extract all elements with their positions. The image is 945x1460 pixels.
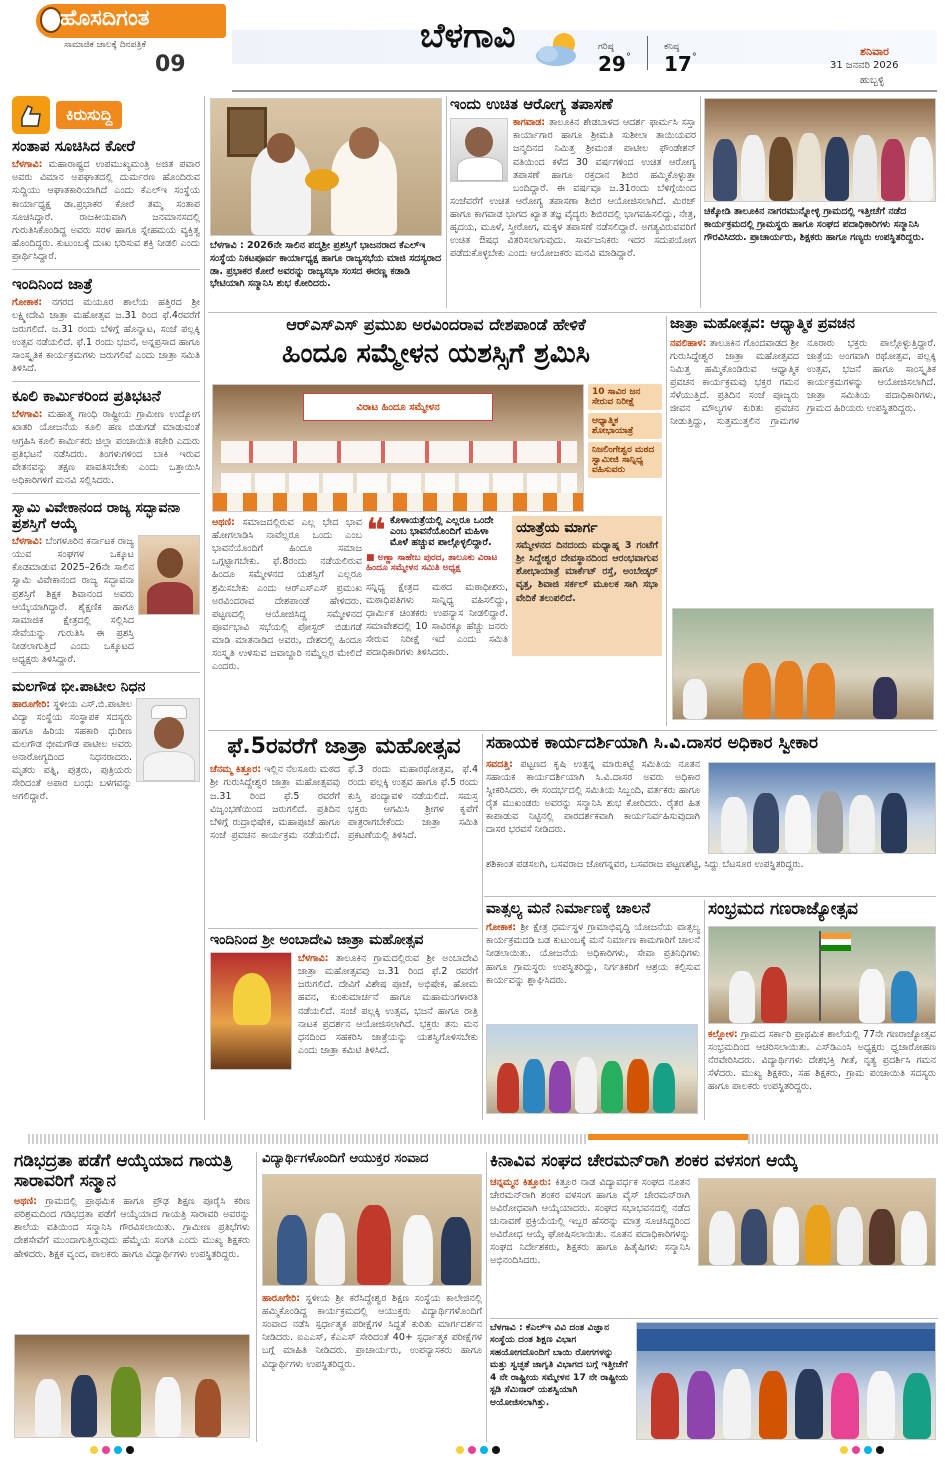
- ambadevi-text: ತಾಲೂಕಿನ ಗ್ರಾಮದಲ್ಲಿರುವ ಶ್ರೀ ಅಂಬಾದೇವಿ ಜಾತ್ರಾ ಮಹೋತ್ಸವವು ಜ.31 ರಿಂದ ಫೆ.2 ರವರೆಗೆ ಜರುಗಲಿದೆ. ದೇವಿಗೆ ವಿಶೇಷ ಪೂಜೆ, ಅಭಿಷೇಕ, ಹೋಮ ಹವನ, ಕುಂಕುಮಾರ್ಚನೆ ಹಾಗೂ ಮಹಾಮಂಗಳಾರತಿ ನಡೆಯಲಿದೆ. ಸಂಜೆ ಪಲ್ಲಕ್ಕಿ ಉತ್ಸವ, ಭಜನೆ ಹಾಗೂ ರಾತ್ರಿ ನಾಟಕ ಪ್ರದರ್ಶನ ಆಯೋಜಿಸಲಾಗಿದೆ. ಭಕ್ತರು ತನು ಮನ ಧನದಿಂದ ಸಹಕರಿಸಿ ಜಾತ್ರೆಯನ್ನು ಯಶಸ್ವಿಗೊಳಿಸಬೇಕು ಎಂದು ಜಾತ್ರಾ ಕಮಿಟಿ ತಿಳಿಸಿದೆ.: [298, 953, 478, 1056]
- kinaviva-headline: ಕಿನಾವಿವ ಸಂಘದ ಚೇರಮನ್‌ರಾಗಿ ಶಂಕರ ವಳಸಂಗ ಆಯ್ಕೆ: [490, 1152, 798, 1171]
- swamiji: [807, 663, 835, 719]
- sidebar-text: ನಗರದ ಮಯೂರ ಶಾಲೆಯ ಹತ್ತಿರದ ಶ್ರೀ ಲಕ್ಷ್ಮೀದೇವಿ ಜಾತ್ರಾ ಮಹೋತ್ಸವ ಜ.31 ರಿಂದ ಫೆ.4ರವರೆಗೆ ಜರುಗಲಿದೆ. ಜ.31 ರಂದು ಬೆಳಿಗ್ಗೆ ಹೊನ್ನಾಟ, ಸಂಜೆ ಪಲ್ಲಕ್ಕಿ ಉತ್ಸವ ನಡೆಯಲಿದೆ. ಫೆ.1 ರಂದು ಭಜನೆ, ಅನ್ನಪ್ರಸಾದ ಹಾಗೂ ಸಾಂಸ್ಕೃತಿಕ ಕಾರ್ಯಕ್ರಮಗಳು ಜರುಗಲಿವೆ ಎಂದು ಜಾತ್ರಾ ಸಮಿತಿ ತಿಳಿಸಿದೆ.: [12, 297, 200, 374]
- person: [831, 1373, 859, 1439]
- republic-day-story: [708, 900, 936, 1120]
- person: [683, 679, 707, 719]
- paper-emblem-icon: [40, 7, 62, 33]
- place: ಸವದತ್ತಿ:: [486, 758, 513, 770]
- pravachana-photo: [672, 608, 934, 720]
- flag-green: [821, 945, 851, 951]
- day-name: ಶನಿವಾರ: [860, 45, 889, 58]
- sidebar-text: ಮಹಾತ್ಮ ಗಾಂಧಿ ರಾಷ್ಟ್ರೀಯ ಗ್ರಾಮೀಣ ಉದ್ಯೋಗ ಖಾತರಿ ಯೋಜನೆಯ ಕೂಲಿ ಹಣ ಬಿಡುಗಡೆ ಮಾಡುವಂತೆ ಆಗ್ರಹಿಸಿ ಕೂಲಿ ಕಾರ್ಮಿಕರು ಜಿಲ್ಲಾ ಪಂಚಾಯಿತಿ ಕಚೇರಿ ಎದುರು ಪ್ರತಿಭಟನೆ ನಡೆಸಿದರು. ತಿಂಗಳುಗಳಿಂದ ಬಾಕಿ ಇರುವ ವೇತನವನ್ನು ತಕ್ಷಣ ಪಾವತಿಸಬೇಕು ಎಂದು ಒತ್ತಾಯಿಸಿ ಅಧಿಕಾರಿಗಳಿಗೆ ಮನವಿ ಸಲ್ಲಿಸಿದರು.: [12, 409, 200, 486]
- top-rule: [232, 90, 937, 92]
- swamiji: [775, 661, 803, 719]
- deity-idol: [233, 973, 271, 1025]
- paper-tagline: ಸಾಮಾಜಿಕ ಜಾಲಕ್ಕೆ ದಿನಪತ್ರಿಕೆ: [64, 40, 146, 50]
- sidebar-headline: ಇಂದಿನಿಂದ ಜಾತ್ರೆ: [12, 275, 93, 294]
- max-temp: 29: [598, 52, 626, 76]
- sammelana-body-col1: [212, 516, 362, 724]
- sammelana-quote-col: [366, 516, 508, 726]
- vatsalya-story: [486, 900, 700, 1120]
- column-rule: [446, 96, 447, 308]
- column-rule: [486, 1152, 487, 1442]
- highlight-item: 10 ಸಾವಿರ ಜನ ಸೇರುವ ನಿರೀಕ್ಷೆ: [588, 384, 662, 410]
- max-label: ಗರಿಷ್ಠ: [598, 42, 614, 52]
- sidebar-text: ಬೆಂಗಳೂರಿನ ಕರ್ನಾಟಕ ರಾಜ್ಯ ಯುವ ಸಂಘಗಳ ಒಕ್ಕೂಟ ಕೊಡಮಾಡುವ 2025–26ನೇ ಸಾಲಿನ ಸ್ವಾಮಿ ವಿವೇಕಾನಂದ ರಾಜ್ಯ ಸದ್ಭಾವನಾ ಪ್ರಶಸ್ತಿಗೆ ಶಿಕ್ಷಕ ಶಿವಾನಂದ ಅವರು ಆಯ್ಕೆಯಾಗಿದ್ದಾರೆ. ಶೈಕ್ಷಣಿಕ ಹಾಗೂ ಸಾಮಾಜಿಕ ಕ್ಷೇತ್ರದಲ್ಲಿ ಸಲ್ಲಿಸಿದ ಸೇವೆಯನ್ನು ಗುರುತಿಸಿ ಈ ಪ್ರಶಸ್ತಿ ನೀಡಲಾಗುತ್ತಿದೆ ಎಂದು ಒಕ್ಕೂಟದ ಅಧ್ಯಕ್ಷರು ತಿಳಿಸಿದ್ದಾರೆ.: [12, 536, 134, 666]
- weather-divider: [647, 36, 648, 70]
- person: [909, 137, 933, 201]
- city-name: ಬೆಳಗಾವಿ: [420, 16, 516, 56]
- dasar-story: [486, 734, 936, 894]
- feb5-jatra-story: [210, 734, 478, 924]
- posters-row: [221, 473, 577, 495]
- wall-frame: [227, 107, 267, 157]
- health-text: ತಾಲೂಕಿನ ಶೇಡಬಾಳದ ಆದರ್ಶ ಫಾರ್ಮಸಿ ಸಸ್ತಾ ಕಾರ್ಯಾಗಾರ ಹಾಗೂ ಶ್ರೀಮತಿ ಸುಶೀಲಾ ತಾಯಿಯವರ ಜನ್ಮದಿನದ ನಿಮಿತ್ತ ಶ್ರೀಮಂತ ಪಾಟೀಲ ಫೌಂಡೇಶನ್ ವತಿಯಿಂದ ಕಳೆದ 30 ವರ್ಷಗಳಿಂದ ಉಚಿತ ಆರೋಗ್ಯ ತಪಾಸಣೆ ಹಾಗೂ ರಕ್ತದಾನ ಶಿಬಿರ ಹಮ್ಮಿಕೊಳ್ಳುತ್ತಾ ಬಂದಿದ್ದಾರೆ. ಈ ವರ್ಷವೂ ಜ.31ರಂದು ಬೆಳಿಗ್ಗೆಯಿಂದ ಸಂಜೆವರೆಗೆ ಉಚಿತ ಆರೋಗ್ಯ ತಪಾಸಣಾ ಶಿಬಿರ ಆಯೋಜಿಸಲಾಗಿದೆ. ಮಿರಜ್ ಹಾಗೂ ಕಾಗವಾಡ ಭಾಗದ ಖ್ಯಾತ ತಜ್ಞ ವೈದ್ಯರು ಶಿಬಿರದಲ್ಲಿ ಭಾಗವಹಿಸಲಿದ್ದು, ನೇತ್ರ, ಹೃದಯ, ಮೂಳೆ, ಸ್ತ್ರೀರೋಗ, ಮಕ್ಕಳ ತಪಾಸಣೆ ನಡೆಸಲಿದ್ದಾರೆ. ಅಗತ್ಯವಿರುವವರಿಗೆ ಉಚಿತ ಔಷಧ ವಿತರಿಸಲಾಗುವುದು. ಸಾರ್ವಜನಿಕರು ಇದರ ಸದುಪಯೋಗ ಪಡೆದುಕೊಳ್ಳಬೇಕು ಎಂದು ಆಯೋಜಕರು ಮನವಿ ಮಾಡಿದ್ದಾರೆ.: [450, 117, 696, 260]
- date: 31 ಜನವರಿ 2026: [830, 60, 899, 71]
- ayukta-photo: [262, 1174, 482, 1286]
- sidebar-body-row: [12, 698, 200, 803]
- person: [869, 1209, 895, 1265]
- quote-mark-icon: ❝: [366, 516, 386, 551]
- dasar-text: ಪಟ್ಟಣದ ಕೃಷಿ ಉತ್ಪನ್ನ ಮಾರುಕಟ್ಟೆ ಸಮಿತಿಯ ನೂತನ ಸಹಾಯಕ ಕಾರ್ಯದರ್ಶಿಯಾಗಿ ಸಿ.ವಿ.ದಾಸರ ಅವರು ಅಧಿಕಾರ ಸ್ವೀಕರಿಸಿದರು. ಈ ಸಂದರ್ಭದಲ್ಲಿ ಸಮಿತಿಯ ಸಿಬ್ಬಂದಿ, ವರ್ತಕರು ಹಾಗೂ ರೈತ ಮುಖಂಡರು ಅವರನ್ನು ಸನ್ಮಾನಿಸಿ ಶುಭ ಕೋರಿದರು. ರೈತರ ಹಿತ ಕಾಪಾಡುವ ನಿಟ್ಟಿನಲ್ಲಿ ಪಾರದರ್ಶಕವಾಗಿ ಕಾರ್ಯನಿರ್ವಹಿಸುವುದಾಗಿ ದಾಸರ ಭರವಸೆ ನೀಡಿದರು.: [486, 758, 700, 836]
- feb5-text: ಇಲ್ಲಿನ ನೆಲಸೂರು ಮಠದ ಶ್ರೀ ಗುರುಸಿದ್ದೇಶ್ವರ ಜಾತ್ರಾ ಮಹೋತ್ಸವವು ಜ.31 ರಿಂದ ಫೆ.5 ರವರೆಗೆ ವಿಜೃಂಭಣೆಯಿಂದ ಜರುಗಲಿದೆ. ಪ್ರತಿದಿನ ಬೆಳಿಗ್ಗೆ ರುದ್ರಾಭಿಷೇಕ, ಮಹಾಪೂಜೆ ಹಾಗೂ ಸಂಜೆ ಪ್ರವಚನ ಕಾರ್ಯಕ್ರಮ ನಡೆಯಲಿದೆ. ಫೆ.3 ರಂದು ಮಹಾರಥೋತ್ಸವ, ಫೆ.4 ರಂದು ಪಲ್ಲಕ್ಕಿ ಉತ್ಸವ ಹಾಗೂ ಫೆ.5 ರಂದು ಕುಸ್ತಿ ಪಂದ್ಯಾವಳಿ ನಡೆಯಲಿದೆ. ಸಮಸ್ತ ಭಕ್ತರು ಆಗಮಿಸಿ ಶ್ರೀಗಳ ಕೃಪೆಗೆ ಪಾತ್ರರಾಗಬೇಕೆಂದು ಜಾತ್ರಾ ಸಮಿತಿ ಪ್ರಕಟಣೆಯಲ್ಲಿ ತಿಳಿಸಿದೆ.: [210, 764, 478, 841]
- route-box: [512, 516, 662, 726]
- person: [315, 1213, 345, 1285]
- sidebar-headline: ಸಂತಾಪ ಸೂಚಿಸಿದ ಕೋರೆ: [12, 137, 135, 155]
- padmashri-caption: ಬೆಳಗಾವಿ : 2026ನೇ ಸಾಲಿನ ಪದ್ಮಶ್ರೀ ಪ್ರಶಸ್ತಿಗೆ ಭಾಜನರಾದ ಕೆಎಲ್ಇ ಸಂಸ್ಥೆಯ ನಿಕಟಪೂರ್ವ ಕಾರ್ಯಾಧ್ಯಕ್ಷ ಹಾಗೂ ರಾಜ್ಯಸಭೆಯ ಮಾಜಿ ಸದಸ್ಯರಾದ ಡಾ. ಪ್ರಭಾಕರ ಕೋರೆ ಅವರನ್ನು ರಾಜ್ಯಸಭಾ ಸಂಸದ ಈರಣ್ಣ ಕಡಾಡಿ ಭೇಟಿಯಾಗಿ ಸನ್ಮಾನಿಸಿ ಶುಭ ಕೋರಿದರು.: [210, 240, 442, 290]
- pravachana-headline: ಜಾತ್ರಾ ಮಹೋತ್ಸವ: ಆಧ್ಯಾತ್ಮಿಕ ಪ್ರವಚನ: [670, 316, 855, 332]
- person: [825, 137, 849, 201]
- person: [723, 1369, 751, 1439]
- place: ಬೆಳಗಾವಿ:: [12, 536, 43, 548]
- person: [805, 1205, 831, 1265]
- republic-photo: [708, 926, 936, 1024]
- person: [903, 1373, 931, 1439]
- sammelana-text: ಸಮಾಜದಲ್ಲಿರುವ ಎಲ್ಲ ಭೇದ ಭಾವ ಹೋಗಲಾಡಿಸಿ ನಾವೆಲ್ಲರೂ ಒಂದು ಎಂಬ ಭಾವನೆಯೊಂದಿಗೆ ಹಿಂದೂ ಸಮಾಜ ಒಗ್ಗಟ್ಟಾಗಬೇಕು. ಫೆ.8ರಂದು ನಡೆಯಲಿರುವ ಹಿಂದೂ ಸಮ್ಮೇಳನದ ಯಶಸ್ಸಿಗೆ ಎಲ್ಲರೂ ಶ್ರಮಿಸಬೇಕು ಎಂದು ಆರ್‌ಎಸ್‌ಎಸ್ ಪ್ರಮುಖ ಅರವಿಂದರಾವ ದೇಶಪಾಂಡೆ ಹೇಳಿದರು. ಪಟ್ಟಣದಲ್ಲಿ ಆಯೋಜಿಸಿದ್ದ ಸಮ್ಮೇಳನದ ಪೂರ್ವಭಾವಿ ಸಭೆಯಲ್ಲಿ ಪೋಸ್ಟರ್ ಬಿಡುಗಡೆ ಮಾಡಿ ಮಾತನಾಡಿದ ಅವರು, ದೇಶದಲ್ಲಿ ಹಿಂದೂ ಸಂಸ್ಕೃತಿ ಉಳಿಸುವ ಜವಾಬ್ದಾರಿ ನಮ್ಮೆಲ್ಲರ ಮೇಲಿದೆ ಎಂದರು.: [212, 517, 362, 673]
- person: [741, 135, 765, 201]
- posters-row: [221, 441, 577, 463]
- gayatri-headline: ಗಡಿಭದ್ರತಾ ಪಡೆಗೆ ಆಯ್ಕೆಯಾದ ಗಾಯತ್ರಿ ಸಾರಾವರಿಗೆ ಸನ್ಮಾನ: [14, 1152, 233, 1191]
- place: ಅಥಣಿ:: [212, 517, 235, 528]
- chikkodi-caption: ಚಿಕ್ಕೋಡಿ ತಾಲೂಕಿನ ನಾಗರಮುನ್ನೋಳ್ಳಿ ಗ್ರಾಮದಲ್ಲಿ ಇತ್ತೀಚೆಗೆ ನಡೆದ ಕಾರ್ಯಕ್ರಮದಲ್ಲಿ ಗ್ರಾಮಸ್ಥರು ಹಾಗೂ ಸಂಘದ ಪದಾಧಿಕಾರಿಗಳು ಸನ್ಮಾನಿಸಿ ಗೌರವಿಸಿದರು. ಪ್ರಾಚಾರ್ಯರು, ಶಿಕ್ಷಕರು ಹಾಗೂ ಗಣ್ಯರು ಉಪಸ್ಥಿತರಿದ್ದರು.: [704, 206, 925, 243]
- column-rule: [482, 734, 483, 1120]
- sidebar-item: [12, 276, 200, 375]
- dasar-caption: ಶಶಿಕಾಂತ ಪಡಸಲಗಿ, ಬಸವರಾಜ ಜೋಗನ್ನವರ, ಬಸವರಾಜ ಪಟ್ಟಣಶೆಟ್ಟಿ, ಸಿದ್ದು ಬೆಟಸೂರ ಉಪಸ್ಥಿತರಿದ್ದರು.: [486, 859, 804, 870]
- person: [761, 967, 787, 1023]
- row-rule: [208, 312, 937, 313]
- chikkodi-photo: [704, 98, 936, 202]
- person-head: [267, 133, 295, 163]
- sammelana-headline: ಹಿಂದೂ ಸಮ್ಮೇಳನ ಯಶಸ್ಸಿಗೆ ಶ್ರಮಿಸಿ: [281, 338, 590, 369]
- person: [729, 971, 755, 1023]
- person: [853, 135, 877, 201]
- ayukta-body: [262, 1292, 482, 1438]
- cyan-dot: [480, 1446, 488, 1454]
- deity-photo: [210, 952, 292, 1070]
- portrait-head: [157, 548, 183, 578]
- health-camp-story: [450, 96, 696, 308]
- row-rule: [484, 896, 936, 897]
- person: [601, 1061, 623, 1113]
- quote-source: ■ ಅಣ್ಣಾ ಸಾಹೇಬ ಪುರದ, ತಾಲೂಕು ವಿರಾಟ ಹಿಂದೂ ಸಮ್ಮೇಳನ ಸಮಿತಿ ಅಧ್ಯಕ್ಷ: [366, 552, 498, 573]
- feb5-body: [210, 763, 478, 913]
- row-rule: [208, 730, 937, 731]
- sidebar-item: [12, 679, 200, 803]
- person: [817, 791, 843, 853]
- sidebar-headline: ಮಲಗೌಡ ಭೀ.ಪಾಟೀಲ ನಿಧನ: [12, 679, 146, 696]
- yellow-dot: [90, 1446, 98, 1454]
- registration-marks-center: [456, 1446, 500, 1454]
- sidebar-kirusuddi: [12, 96, 200, 1120]
- registration-marks-right: [840, 1446, 884, 1454]
- gayatri-story: [14, 1152, 250, 1442]
- person: [881, 139, 905, 201]
- republic-headline: ಸಂಭ್ರಮದ ಗಣರಾಜ್ಯೋತ್ಸವ: [708, 900, 858, 919]
- person: [441, 1217, 471, 1285]
- gayatri-text: ಗ್ರಾಮದಲ್ಲಿ ಪ್ರಾಥಮಿಕ ಹಾಗೂ ಪ್ರೌಢ ಶಿಕ್ಷಣ ಪೂರೈಸಿ ಕಠಿಣ ಪರಿಶ್ರಮದಿಂದ ಗಡಿಭದ್ರತಾ ಪಡೆಗೆ ಆಯ್ಕೆಯಾದ ಗಾಯತ್ರಿ ಸಾರಾವರಿ ಅವರನ್ನು ಶಾಲೆಯ ವತಿಯಿಂದ ಸನ್ಮಾನಿಸಿ ಗೌರವಿಸಲಾಯಿತು. ಗ್ರಾಮೀಣ ಪ್ರತಿಭೆಗಳು ದೇಶಸೇವೆಗೆ ಮುಂದಾಗುತ್ತಿರುವುದು ಹೆಮ್ಮೆಯ ಸಂಗತಿ ಎಂದು ಮುಖ್ಯ ಶಿಕ್ಷಕರು ಹೇಳಿದರು. ಶಿಕ್ಷಕ ವೃಂದ, ಪಾಲಕರು ಹಾಗೂ ವಿದ್ಯಾರ್ಥಿಗಳು ಉಪಸ್ಥಿತರಿದ್ದರು.: [14, 1196, 250, 1260]
- sidebar-text: ಸ್ಥಳೀಯ ಎಸ್.ಬಿ.ಪಾಟೀಲ ವಿದ್ಯಾ ಸಂಸ್ಥೆಯ ಸಂಸ್ಥಾಪಕ ಸದಸ್ಯರು ಹಾಗೂ ಹಿರಿಯ ಸಹಕಾರಿ ಧುರೀಣ ಮಲಗೌಡ ಭೀಮಗೌಡ ಪಾಟೀಲ ಅವರು ಅನಾರೋಗ್ಯದಿಂದ ನಿಧನರಾದರು. ಮೃತರು ಪತ್ನಿ, ಪುತ್ರರು, ಪುತ್ರಿಯರು ಸೇರಿದಂತೆ ಅಪಾರ ಬಂಧು ಬಳಗವನ್ನು ಅಗಲಿದ್ದಾರೆ.: [12, 699, 132, 803]
- doctor-head: [465, 127, 493, 157]
- feb5-headline: ಫೆ.5ರವರೆಗೆ ಜಾತ್ರಾ ಮಹೋತ್ಸವ: [227, 734, 461, 759]
- person: [403, 1215, 433, 1285]
- vatsalya-body: [486, 921, 700, 1017]
- sidebar-body: [12, 408, 200, 487]
- pravachana-body: [670, 337, 936, 607]
- quote-box: [366, 516, 508, 549]
- sidebar-body: [12, 535, 134, 666]
- republic-body: [708, 1028, 936, 1118]
- vatsalya-photo: [486, 1024, 698, 1114]
- max-unit: °: [625, 52, 631, 63]
- sammelana-body-2: ಸನ್ನಿಧ್ಯ ಕ್ಷೇತ್ರದ ಮಠದ ಮಠಾಧೀಶರು, ಮಠಾಧಿಪತಿಗಳು ಸಾನ್ನಿಧ್ಯ ವಹಿಸಲಿದ್ದು, ಧಾರ್ಮಿಕ ಚಿಂತಕರು ಉಪನ್ಯಾಸ ನೀಡಲಿದ್ದಾರೆ. ಸಮಾವೇಶದಲ್ಲಿ 10 ಸಾವಿರಕ್ಕೂ ಹೆಚ್ಚು ಜನರು ಸೇರುವ ನಿರೀಕ್ಷೆ ಇದೆ ಎಂದು ಸಮಿತಿ ಪದಾಧಿಕಾರಿಗಳು ತಿಳಿಸಿದರು.: [366, 581, 508, 659]
- portrait-body: [147, 582, 193, 614]
- person: [785, 795, 811, 853]
- accent-bar: [588, 1134, 748, 1140]
- kinaviva-body: [490, 1176, 690, 1302]
- sammelana-body: [212, 516, 362, 673]
- divider: [12, 381, 200, 382]
- dasar-headline: ಸಹಾಯಕ ಕಾರ್ಯದರ್ಶಿಯಾಗಿ ಸಿ.ವಿ.ದಾಸರ ಅಧಿಕಾರ ಸ್ವೀಕಾರ: [486, 734, 818, 753]
- cyan-dot: [114, 1446, 122, 1454]
- page-number: 09: [155, 52, 186, 77]
- front-row: [213, 493, 584, 511]
- place: ಕಾಗವಾಡ:: [513, 117, 546, 129]
- person: [497, 1063, 519, 1113]
- column-rule: [700, 96, 701, 308]
- sammelana-photo: [212, 384, 584, 512]
- column-rule: [704, 900, 705, 1120]
- kinaviva-photo: [698, 1178, 936, 1266]
- person: [195, 1379, 221, 1437]
- route-panel: [512, 516, 662, 656]
- masthead: [0, 0, 945, 92]
- thumbs-up-icon: [12, 96, 50, 134]
- person: [873, 677, 897, 719]
- person-head: [349, 127, 379, 159]
- place: ಗೋಕಾಕ:: [486, 922, 517, 934]
- min-unit: °: [691, 52, 697, 63]
- sidebar-body: [12, 158, 200, 263]
- sammelana-highlights: [588, 384, 662, 512]
- yellow-dot: [456, 1446, 464, 1454]
- person: [759, 1371, 787, 1439]
- highlight-item: ಆಧ್ಯಾತ್ಮಿಕ ಶೋಭಾಯಾತ್ರೆ: [588, 413, 662, 439]
- ayukta-story: [262, 1152, 482, 1442]
- person: [523, 1059, 545, 1113]
- person: [575, 1057, 597, 1113]
- gayatri-photo: [14, 1334, 250, 1438]
- republic-text: ಗ್ರಾಮದ ಸರ್ಕಾರಿ ಪ್ರಾಥಮಿಕ ಶಾಲೆಯಲ್ಲಿ 77ನೇ ಗಣರಾಜ್ಯೋತ್ಸವ ಸಂಭ್ರಮದಿಂದ ಆಚರಿಸಲಾಯಿತು. ಎಸ್‌ಡಿಎಂಸಿ ಅಧ್ಯಕ್ಷರು ಧ್ವಜಾರೋಹಣ ನೆರವೇರಿಸಿದರು. ವಿದ್ಯಾರ್ಥಿಗಳು ದೇಶಭಕ್ತಿ ಗೀತೆ, ನೃತ್ಯ ಪ್ರದರ್ಶಿಸಿ ಗಮನ ಸೆಳೆದರು. ಮುಖ್ಯ ಶಿಕ್ಷಕರು, ಸಹ ಶಿಕ್ಷಕರು, ಗ್ರಾಮ ಪಂಚಾಯಿತಿ ಸದಸ್ಯರು ಹಾಗೂ ಪಾಲಕರು ಉಪಸ್ಥಿತರಿದ್ದರು.: [708, 1029, 936, 1093]
- black-dot: [492, 1446, 500, 1454]
- black-dot: [126, 1446, 134, 1454]
- person: [891, 971, 917, 1023]
- uniformed-person: [111, 1367, 141, 1437]
- sidebar-item: [12, 388, 200, 487]
- route-text: ಸಮ್ಮೇಳನದ ದಿನದಂದು ಮಧ್ಯಾಹ್ನ 3 ಗಂಟೆಗೆ ಶ್ರೀ ಸಿದ್ದೇಶ್ವರ ದೇವಸ್ಥಾನದಿಂದ ಆರಂಭವಾಗುವ ಶೋಭಾಯಾತ್ರೆ ಮಾರ್ಕೆಟ್ ರಸ್ತೆ, ಅಂಬೇಡ್ಕರ್ ವೃತ್ತ, ಶಿವಾಜಿ ಸರ್ಕಲ್ ಮೂಲಕ ಸಾಗಿ ಸಭಾ ವೇದಿಕೆ ತಲುಪಲಿದೆ.: [516, 540, 658, 604]
- place: ಹಾರೂಗೇರಿ:: [12, 699, 51, 711]
- person: [721, 797, 747, 853]
- quote-text: ಕೊಳಾಯತ್ರೆಯಲ್ಲಿ ಎಲ್ಲರೂ ಒಂದೇ ಎಂಬ ಭಾವನೆಯೊಂದಿಗೆ ಮಹಿಳಾ ಮೊಳೆ ಹಚ್ಚುವ ಪಾಲ್ಗೊಳ್ಳಲಿದ್ದಾರೆ.: [389, 516, 494, 548]
- route-title: ಯಾತ್ರೆಯ ಮಾರ್ಗ: [516, 520, 598, 536]
- kinaviva-text: ಕಿತ್ತೂರ ನಾಡ ವಿದ್ಯಾವರ್ಧಕ ಸಂಘದ ನೂತನ ಚೇರಮನ್‌ರಾಗಿ ಶಂಕರ ವಳಸಂಗ ಹಾಗೂ ವೈಸ್ ಚೇರಮನ್‌ರಾಗಿ ಅವಿರೋಧವಾಗಿ ಆಯ್ಕೆಯಾದರು. ಸಂಘದ ಸಭಾಭವನದಲ್ಲಿ ನಡೆದ ಚುನಾವಣೆ ಪ್ರಕ್ರಿಯೆಯಲ್ಲಿ ಇಬ್ಬರ ಹೆಸರನ್ನು ಮಾತ್ರ ಸೂಚಿಸಿದ್ದರಿಂದ ಅವಿರೋಧ ಆಯ್ಕೆ ಘೋಷಿಸಲಾಯಿತು. ನೂತನ ಪದಾಧಿಕಾರಿಗಳನ್ನು ಸಂಘದ ನಿರ್ದೇಶಕರು, ಶಿಕ್ಷಕರು ಹಾಗೂ ಹಿತೈಷಿಗಳು ಸನ್ಮಾನಿಸಿ ಅಭಿನಂದಿಸಿದರು.: [490, 1176, 690, 1267]
- person: [653, 1063, 675, 1113]
- sidebar-item: [12, 138, 200, 263]
- column-rule: [666, 316, 667, 726]
- person: [687, 1371, 715, 1439]
- partly-cloudy-icon: [530, 30, 590, 70]
- health-headline: ಇಂದು ಉಚಿತ ಆರೋಗ್ಯ ತಪಾಸಣೆ: [450, 96, 613, 113]
- doctor-body: [457, 157, 503, 181]
- ambadevi-headline: ಇಂದಿನಿಂದ ಶ್ರೀ ಅಂಬಾದೇವಿ ಜಾತ್ರಾ ಮಹೋತ್ಸವ: [210, 932, 424, 948]
- portrait-photo: [138, 535, 200, 615]
- place: ಚನ್ನಮ್ಮನ ಕಿತ್ತೂರು:: [490, 1176, 552, 1188]
- magenta-dot: [468, 1446, 476, 1454]
- row-rule: [490, 1318, 938, 1319]
- place: ಕಲ್ಲೋಳ:: [708, 1029, 738, 1040]
- person: [769, 137, 793, 201]
- place: ಅಥಣಿ:: [14, 1196, 37, 1208]
- magenta-dot: [102, 1446, 110, 1454]
- person: [155, 1377, 181, 1437]
- divider: [12, 672, 200, 673]
- person: [753, 793, 779, 853]
- black-dot: [876, 1446, 884, 1454]
- magenta-dot: [852, 1446, 860, 1454]
- obituary-photo: [136, 698, 200, 782]
- vatsalya-headline: ವಾತ್ಸಲ್ಯ ಮನೆ ನಿರ್ಮಾಣಕ್ಕೆ ಚಾಲನೆ: [486, 900, 651, 917]
- kinaviva-story: [490, 1152, 938, 1312]
- sidebar-text: ಮಹಾರಾಷ್ಟ್ರದ ಉಪಮುಖ್ಯಮಂತ್ರಿ ಅಜಿತ ಪವಾರ ಅವರು ವಿಮಾನ ಅಪಘಾತದಲ್ಲಿ ದುರ್ಮರಣ ಹೊಂದಿರುವ ಸುದ್ದಿಯು ಆಘಾತಕಾರಿಯಾಗಿದೆ ಎಂದು ಕೆಎಲ್ಇ ಸಂಸ್ಥೆಯ ಕಾರ್ಯಾಧ್ಯಕ್ಷ ಡಾ.ಪ್ರಭಾಕರ ಕೋರೆ ತಮ್ಮ ಸಂತಾಪ ಸೂಚಿಸಿದ್ದಾರೆ. ರಾಜಕೀಯವಾಗಿ ಜನಮಾನಸದಲ್ಲಿ ಗುರುತಿಸಿಕೊಂಡಿದ್ದ ಅವರು ಸರಳ ಹಾಗೂ ಸ್ನೇಹಮಯ ವ್ಯಕ್ತಿತ್ವ ಹೊಂದಿದ್ದರು. ಕುಟುಂಬಕ್ಕೆ ದುಃಖ ಭರಿಸುವ ಶಕ್ತಿ ನೀಡಲಿ ಎಂದು ಪ್ರಾರ್ಥಿಸಿದ್ದಾರೆ.: [12, 159, 200, 263]
- person: [277, 1215, 307, 1285]
- person: [901, 1211, 927, 1265]
- awareness-caption-box: [490, 1322, 630, 1446]
- padmashri-photo: [210, 98, 442, 236]
- edition: ಹುಬ್ಬಳ್ಳಿ: [860, 75, 885, 86]
- stage-banner: [637, 1329, 936, 1351]
- awareness-caption: ಬೆಳಗಾವಿ : ಕೆಎಲ್ಇ ವಿವಿ ದಂತ ವಿಜ್ಞಾನ ಸಂಸ್ಥೆಯ ದಂತ ಶಿಕ್ಷಣ ವಿಭಾಗ ಸಹಯೋಗದೊಂದಿಗೆ ಬಾಯಿ ರೋಗಗಳನ್ನು ಮತ್ತು ಸ್ವಚ್ಛತೆ ಜಾಗೃತಿ ವಿಭಾಗದ ಬಗ್ಗೆ ಇತ್ತೀಚೆಗೆ 4 ನೇ ರಾಷ್ಟ್ರೀಯ ಸಮ್ಮೇಳನ 17 ನೇ ರಾಷ್ಟ್ರೀಯ ಸ್ಟಡಿ ಸೆಮಿನಾರ್ ಯಶಸ್ವಿಯಾಗಿ ಆಯೋಜಿಸಲಾಗಿತ್ತು.: [490, 1322, 629, 1408]
- gayatri-body: [14, 1195, 250, 1345]
- place: ಬೆಳಗಾವಿ:: [12, 409, 43, 421]
- place: ಹಾರೂಗೇರಿ:: [262, 1293, 301, 1304]
- person: [35, 1379, 61, 1437]
- cyan-dot: [864, 1446, 872, 1454]
- doctor-portrait: [450, 118, 508, 182]
- person: [357, 1205, 391, 1285]
- section-stripe: [748, 1134, 938, 1144]
- dasar-body: [486, 758, 700, 850]
- person: [867, 1371, 895, 1439]
- person: [837, 1207, 863, 1265]
- sidebar-item: [12, 500, 200, 666]
- jatra-pravachana-story: [670, 316, 936, 726]
- weather-max: [598, 42, 631, 76]
- divider: [12, 269, 200, 270]
- registration-marks-left: [90, 1446, 134, 1454]
- person: [797, 133, 821, 201]
- place: ಬೆಳಗಾವಿ:: [298, 953, 329, 965]
- sidebar-headline: ಕೂಲಿ ಕಾರ್ಮಿಕರಿಂದ ಪ್ರತಿಭಟನೆ: [12, 387, 161, 406]
- ambadevi-story: [210, 932, 478, 1118]
- person: [849, 795, 875, 853]
- min-label: ಕನಿಷ್ಠ: [664, 42, 680, 52]
- dasar-photo: [708, 762, 936, 854]
- place: ನವಲಿಹಾಳ:: [670, 337, 707, 349]
- column-rule: [256, 1152, 257, 1442]
- vatsalya-text: ಶ್ರೀ ಕ್ಷೇತ್ರ ಧರ್ಮಸ್ಥಳ ಗ್ರಾಮಾಭಿವೃದ್ಧಿ ಯೋಜನೆಯ ವಾತ್ಸಲ್ಯ ಕಾರ್ಯಕ್ರಮದಡಿ ಬಡ ಕುಟುಂಬಕ್ಕೆ ಮನೆ ನಿರ್ಮಾಣ ಕಾಮಗಾರಿಗೆ ಚಾಲನೆ ನೀಡಲಾಯಿತು. ಯೋಜನೆಯ ಅಧಿಕಾರಿಗಳು, ಸೇವಾ ಪ್ರತಿನಿಧಿಗಳು ಹಾಗೂ ಗ್ರಾಮಸ್ಥರು ಉಪಸ್ಥಿತರಿದ್ದು, ನಿರ್ಗತಿಕರಿಗೆ ಆಶ್ರಯ ಕಲ್ಪಿಸುವ ಕಾರ್ಯವನ್ನು ಶ್ಲಾಘಿಸಿದರು.: [486, 922, 700, 986]
- sidebar-body: [12, 296, 200, 375]
- sidebar-body-row: [12, 535, 200, 666]
- ayukta-text: ಸ್ಥಳೀಯ ಶ್ರೀ ಕರೆಸಿದ್ದೇಶ್ವರ ಶಿಕ್ಷಣ ಸಂಸ್ಥೆಯ ಕಾಲೇಜಿನಲ್ಲಿ ಹಮ್ಮಿಕೊಂಡಿದ್ದ ಕಾರ್ಯಕ್ರಮದಲ್ಲಿ ಆಯುಕ್ತರು ವಿದ್ಯಾರ್ಥಿಗಳೊಂದಿಗೆ ಸಂವಾದ ನಡೆಸಿ ಸ್ಪರ್ಧಾತ್ಮಕ ಪರೀಕ್ಷೆಗಳ ಸಿದ್ಧತೆ ಕುರಿತು ಮಾರ್ಗದರ್ಶನ ನೀಡಿದರು. ಐಎಎಸ್, ಕೆಎಎಸ್ ಸೇರಿದಂತೆ 40+ ಸ್ಪರ್ಧಾತ್ಮಕ ಪರೀಕ್ಷೆಗಳ ಬಗ್ಗೆ ಮಾಹಿತಿ ನೀಡಿದರು. ಪ್ರಾಚಾರ್ಯರು, ಉಪನ್ಯಾಸಕರು ಹಾಗೂ ವಿದ್ಯಾರ್ಥಿಗಳು ಉಪಸ್ಥಿತರಿದ್ದರು.: [262, 1293, 482, 1370]
- person: [71, 1375, 97, 1437]
- quote-source-text: ಅಣ್ಣಾ ಸಾಹೇಬ ಪುರದ, ತಾಲೂಕು ವಿರಾಟ ಹಿಂದೂ ಸಮ್ಮೇಳನ ಸಮಿತಿ ಅಧ್ಯಕ್ಷ: [366, 552, 498, 573]
- person: [709, 1211, 735, 1265]
- awareness-photo: [636, 1322, 936, 1440]
- person: [741, 1209, 767, 1265]
- obituary-body: [143, 751, 195, 781]
- person: [549, 1061, 571, 1113]
- row-rule: [208, 928, 478, 929]
- sammelana-kicker: ಆರ್‌ಎಸ್‌ಎಸ್ ಪ್ರಮುಖ ಅರವಿಂದರಾವ ದೇಶಪಾಂಡೆ ಹೇಳಿಕೆ: [286, 316, 586, 334]
- section-title: ಕಿರುಸುದ್ದಿ: [56, 101, 122, 129]
- sidebar-headline: ಸ್ವಾಮಿ ವಿವೇಕಾನಂದ ರಾಜ್ಯ ಸದ್ಭಾವನಾ ಪ್ರಶಸ್ತಿಗೆ ಆಯ್ಕೆ: [12, 499, 181, 533]
- garland: [305, 169, 339, 191]
- min-temp: 17: [664, 52, 692, 76]
- sammelana-headline-box: [210, 338, 662, 378]
- obituary-head: [154, 717, 184, 749]
- divider: [12, 493, 200, 494]
- ayukta-headline: ವಿದ್ಯಾರ್ಥಿಗಳೊಂದಿಗೆ ಆಯುಕ್ತರ ಸಂವಾದ: [262, 1152, 429, 1166]
- highlight-item: ನಿಜಲಿಂಗೇಶ್ವರ ಮಠದ ಸ್ವಾಮೀಜಿ ಸಾನ್ನಿಧ್ಯ ವಹಿಸುವರು: [588, 442, 662, 478]
- section-stripe: [28, 1134, 588, 1144]
- place: ಗೋಕಾಕ:: [12, 297, 43, 309]
- person: [881, 793, 907, 853]
- person: [627, 1059, 649, 1113]
- yellow-dot: [840, 1446, 848, 1454]
- person: [859, 969, 885, 1023]
- place: ಚೆನಮ್ಮ ಕಿತ್ತೂರ:: [210, 764, 262, 776]
- column-rule: [204, 96, 205, 1120]
- sammelana-banner: ವಿರಾಟ ಹಿಂದೂ ಸಮ್ಮೇಳನ: [303, 393, 493, 421]
- place: ಬೆಳಗಾವಿ:: [12, 159, 43, 171]
- weather-min: [664, 42, 697, 76]
- paper-name: ಹೊಸದಿಗಂತ: [60, 6, 150, 31]
- person: [795, 1369, 823, 1439]
- sidebar-body: [12, 698, 132, 803]
- person: [713, 139, 737, 201]
- swamiji: [743, 663, 771, 719]
- person: [773, 1207, 799, 1265]
- person: [651, 1373, 679, 1439]
- sidebar-header: [12, 96, 200, 134]
- pravachana-text: ತಾಲೂಕಿನ ಗೊಂದವಾಡದ ಶ್ರೀ ಗುರುಸಿದ್ಧೇಶ್ವರ ಜಾತ್ರಾ ಮಹೋತ್ಸವದ ನಿಮಿತ್ತ ಹಮ್ಮಿಕೊಂಡಿರುವ ಆಧ್ಯಾತ್ಮಿಕ ಪ್ರವಚನ ಕಾರ್ಯಕ್ರಮವು ಭಕ್ತರ ಗಮನ ಸೆಳೆಯುತ್ತಿದೆ. ಪ್ರತಿದಿನ ಸಂಜೆ ಪೂಜ್ಯರು ಜೀವನ ಮೌಲ್ಯಗಳ ಕುರಿತು ಪ್ರವಚನ ನೀಡುತ್ತಿದ್ದು, ಸುತ್ತಮುತ್ತಲಿನ ಗ್ರಾಮಗಳ ನೂರಾರು ಭಕ್ತರು ಪಾಲ್ಗೊಳ್ಳುತ್ತಿದ್ದಾರೆ. ಜಾತ್ರೆಯ ಅಂಗವಾಗಿ ರಥೋತ್ಸವ, ಪಲ್ಲಕ್ಕಿ ಉತ್ಸವ, ಭಜನೆ ಹಾಗೂ ಸಾಂಸ್ಕೃತಿಕ ಕಾರ್ಯಕ್ರಮಗಳನ್ನು ಆಯೋಜಿಸಲಾಗಿದೆ. ಜಾತ್ರಾ ಸಮಿತಿಯ ಪದಾಧಿಕಾರಿಗಳು, ಗ್ರಾಮದ ಹಿರಿಯರು ಉಪಸ್ಥಿತರಿದ್ದರು.: [670, 337, 936, 428]
